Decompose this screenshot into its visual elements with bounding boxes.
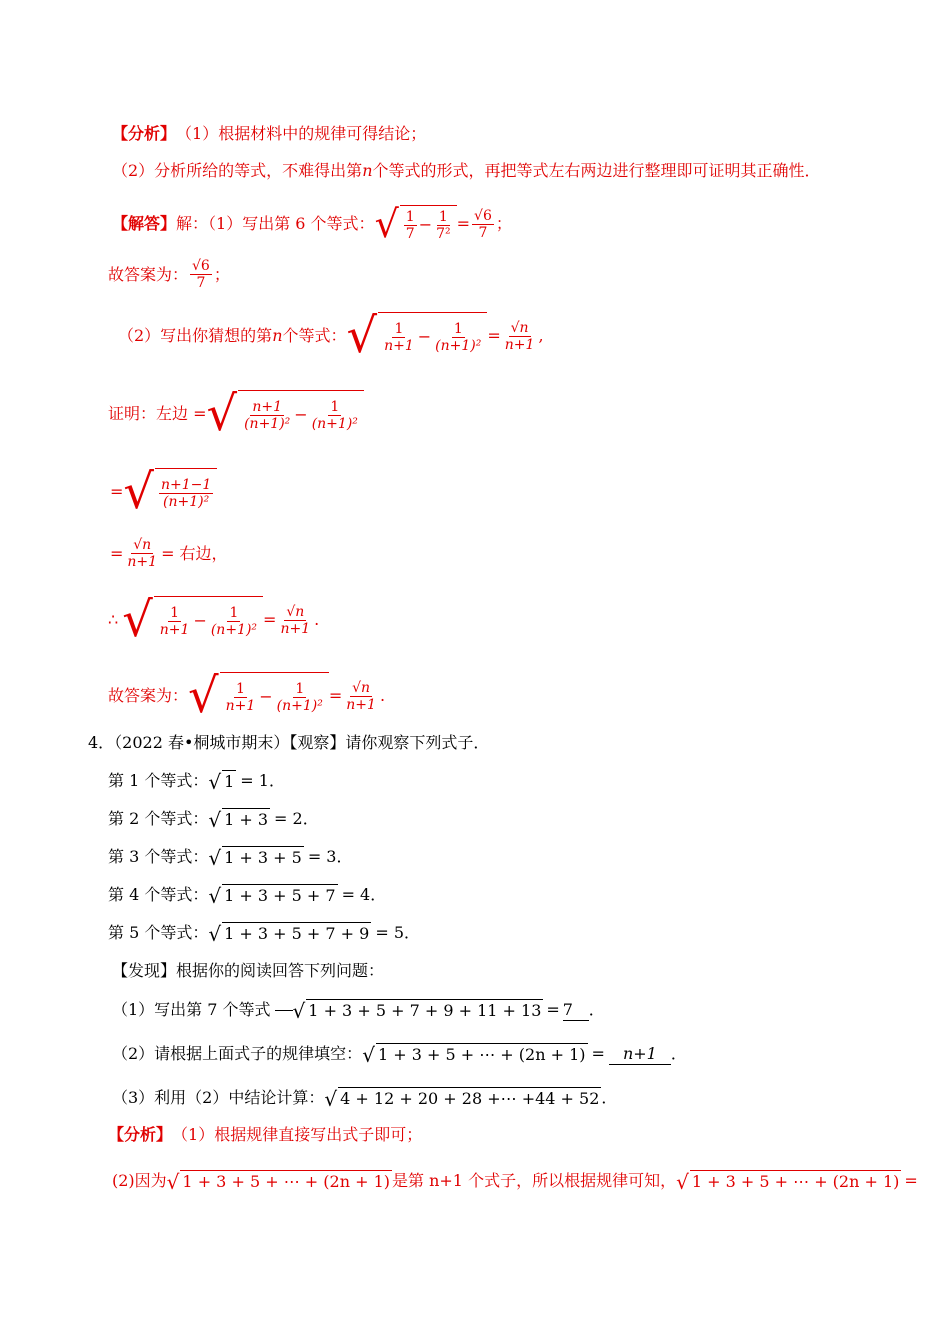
fraction-numerator: √n [286,603,305,620]
fraction-numerator: √n [510,319,529,336]
sqrt-expression: √ 1 + 3 + 5 [208,846,302,870]
answer-blank: n+1 [609,1044,671,1065]
sqrt-expression: √ 1 + 3 + 5 + ⋯ + (2n + 1) [676,1170,900,1194]
equation-rhs: = 1． [240,771,285,790]
equation-label: 第 4 个等式： [108,885,209,904]
equation-rhs: = 2． [274,809,319,828]
analysis-text-b: 是第 n+1 个式子，所以根据规律可知， [392,1171,677,1190]
sqrt-expression: √ $\frac{n+1-1}{\text{(n+1)²}}$ [123,468,217,516]
fraction-numerator: 1 [438,208,448,225]
equation-label: 第 3 个等式： [108,847,209,866]
answer-line-1b [108,258,230,291]
fraction-denominator: n+1 [346,696,376,713]
fraction-numerator: 1 [235,680,245,697]
sqrt-expression: √ 1 [208,770,235,794]
sqrt-expression: √ 1 + 3 + 5 + ⋯ + (2n + 1) [362,1043,586,1067]
fraction-numerator: n+1−1 [161,476,212,493]
radicand: 1 + 3 + 5 [224,848,302,867]
answer-text-b: 个等式： [282,326,347,345]
equation-rhs: = 3． [307,847,353,866]
radicand: 1 + 3 + 5 + 7 [224,886,336,905]
sqrt-expression: √ $\frac{1}{n+1}$ − $\frac{1}{\text{(n+1)²}}$ [188,672,329,720]
equals-sign: = [263,610,277,629]
fraction-denominator: (n+1)² [276,697,323,714]
analysis-text: （1）根据材料中的规律可得结论； [176,124,427,143]
proof-line-2 [110,464,217,520]
variable-n: n [362,161,373,180]
punctuation: . [314,610,320,629]
equals-sign: = [487,326,501,345]
fraction-denominator: 7 [478,224,488,241]
equation-row [108,846,353,868]
fraction-denominator: n+1 [127,554,158,570]
part-3-text: （3）利用（2）中结论计算： [112,1088,325,1107]
part-2-line [112,1043,687,1065]
minus-sign: − [417,327,432,346]
part-2-text: （2）请根据上面式子的规律填空： [112,1044,363,1063]
fraction-denominator: n+1 [384,337,414,354]
minus-sign: − [418,215,433,234]
equation-row [108,808,319,830]
equation-row [108,884,386,906]
analysis-text-b: 个等式的形式，再把等式左右两边进行整理即可证明其正确性． [372,161,821,180]
punctuation: ； [213,264,230,284]
answer-tag: 【解答】 [112,214,177,233]
minus-sign: − [294,405,308,424]
part-1-line [112,999,605,1021]
equals-sign: = [591,1044,605,1063]
radicand: 1 [224,772,235,791]
punctuation: ； [495,214,512,233]
question-title-text: 4．（2022 春•桐城市期末）【观察】请你观察下列式子． [88,733,490,752]
fraction-denominator: n+1 [504,336,535,353]
sqrt-expression: √ 1 + 3 + 5 + ⋯ + (2n + 1) [166,1170,390,1194]
fraction-numerator: 1 [170,604,180,621]
answer-label: 故答案为： [108,264,189,284]
variable-n: n [272,326,283,345]
sqrt-expression: √ 1 + 3 + 5 + 7 + 9 + 11 + 13 [292,999,542,1023]
fraction-denominator: 7 [405,225,415,242]
fraction-numerator: 1 [229,604,239,621]
part-3-line [112,1087,617,1109]
analysis-line-4 [112,1170,918,1192]
equals-sign: = [110,543,124,563]
answer-line-2b [108,668,386,724]
analysis-text-a: (2)因为 [112,1171,167,1190]
question-title [88,733,489,753]
discover-text: 【发现】根据你的阅读回答下列问题： [112,961,385,980]
fraction-numerator: 1 [394,320,404,337]
answer-blank: 7 [563,1000,589,1021]
analysis-text-a: （2）分析所给的等式，不难得出第 [112,161,363,180]
radicand: 1 + 3 + 5 + ⋯ + (2n + 1) [377,1045,586,1064]
analysis-tag: 【分析】 [112,124,177,143]
fraction-numerator: 1 [453,320,463,337]
equation-rhs: = 4． [341,885,387,904]
part-1-text: （1）写出第 7 个等式 [112,1000,271,1019]
sqrt-expression: √ $\frac{1}{n+1}$ − $\frac{1}{\text{(n+1)²}}$ [122,596,263,644]
sqrt-expression: √ $\frac{1}{7}$ − $\frac{1}{\text{7²}}$ [375,205,457,243]
fraction-numerator: 1 [405,208,415,225]
fraction-numerator: 1 [295,680,305,697]
analysis-line-3 [108,1125,422,1145]
sqrt-expression: √ 1 + 3 [208,808,269,832]
minus-sign: − [259,687,273,706]
answer-line-1 [112,202,512,246]
fraction-numerator: n+1 [252,398,283,415]
sqrt-expression: √ 4 + 12 + 20 + 28 +⋯ +44 + 52 [324,1087,600,1111]
radicand: 1 + 3 [224,810,269,829]
radicand: 1 + 3 + 5 + ⋯ + (2n + 1) [182,1172,390,1191]
equation-rhs: = 5． [375,923,421,942]
fraction-denominator: n+1 [280,620,311,637]
proof-line-4 [108,592,320,648]
analysis-tag: 【分析】 [108,1125,173,1144]
fraction-numerator: √6 [192,258,210,274]
fraction-denominator: (n+1)² [163,493,210,510]
radicand: 1 + 3 + 5 + 7 + 9 [224,924,370,943]
proof-conclusion: = 右边， [161,543,228,563]
therefore-symbol: ∴ [108,610,119,629]
fraction-numerator: √6 [474,207,492,224]
fraction-denominator: 7 [196,275,206,291]
fraction-numerator: √n [133,537,152,553]
answer-text: 解：（1）写出第 6 个等式： [176,214,375,233]
fraction-numerator: √n [352,679,371,696]
sqrt-expression: √ 1 + 3 + 5 + 7 [208,884,336,908]
answer-label: 故答案为： [108,686,189,705]
fraction-denominator: (n+1)² [244,415,291,432]
sqrt-expression: √ 1 + 3 + 5 + 7 + 9 [208,922,370,946]
punctuation: ． [601,1088,618,1107]
fraction-numerator: 1 [330,398,340,415]
punctuation: ． [588,1000,605,1019]
equation-label: 第 2 个等式： [108,809,209,828]
answer-line-2 [118,308,544,364]
analysis-line-1 [112,124,426,144]
equation-row [108,770,285,792]
equals-sign: = [546,1000,560,1019]
discover-line [112,961,384,981]
answer-blank-prefix [275,1010,293,1011]
punctuation: . [379,686,386,705]
fraction-denominator: n+1 [159,621,190,638]
fraction-denominator: (n+1)² [210,621,258,638]
equals-sign: = [328,686,343,705]
fraction-denominator: n+1 [225,697,256,714]
minus-sign: − [193,611,207,630]
equation-label: 第 1 个等式： [108,771,209,790]
analysis-text: （1）根据规律直接写出式子即可； [172,1125,423,1144]
sqrt-expression: √ $\frac{1}{n+1}$ − $\frac{1}{\text{(n+1)²}}$ [347,312,488,360]
punctuation: , [538,326,544,345]
radicand: 1 + 3 + 5 + ⋯ + (2n + 1) [691,1172,900,1191]
equals-sign: = [456,214,471,233]
proof-label: 证明：左边 = [108,404,207,423]
punctuation: ． [670,1044,687,1063]
fraction-denominator: (n+1)² [435,337,482,354]
answer-text: （2）写出你猜想的第 [118,326,273,345]
equals-sign: = [110,482,124,501]
equals-sign: = [904,1171,918,1190]
proof-line-1 [108,386,364,442]
sqrt-expression: √ $\frac{n+1}{\text{(n+1)²}}$ − $\frac{1}{\text{(n+1)²}}$ [207,390,364,438]
analysis-line-2 [112,161,821,181]
proof-line-3 [110,537,228,570]
fraction-denominator: (n+1)² [311,415,358,432]
radicand: 1 + 3 + 5 + 7 + 9 + 11 + 13 [308,1001,542,1020]
radicand: 4 + 12 + 20 + 28 +⋯ +44 + 52 [340,1089,600,1108]
fraction-denominator: 7² [436,225,451,242]
equation-row [108,922,420,944]
equation-label: 第 5 个等式： [108,923,209,942]
